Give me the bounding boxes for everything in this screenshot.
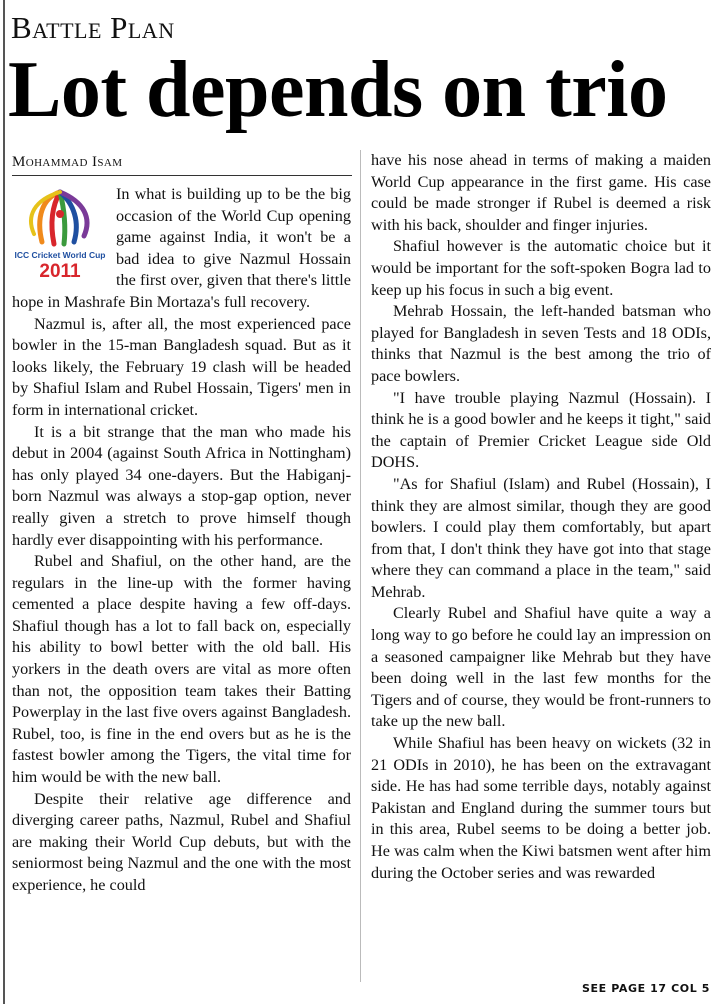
logo-caption: ICC Cricket World Cup <box>14 250 106 260</box>
world-cup-logo <box>12 184 108 284</box>
paragraph: "I have trouble playing Nazmul (Hossain). I think he is a good bowler and he keeps it tight," said the captain of Premier Cricket League side Old DOHS. <box>371 388 711 472</box>
paragraph: Shafiul however is the automatic choice but it would be important for the soft-spoken Bogra lad to keep up his focus in such a big event. <box>371 237 711 299</box>
byline: Mohammad Isam <box>12 154 123 170</box>
paragraph: It is a bit strange that the man who made his debut in 2004 (against South Africa in Nottingham) has only played 34 one-dayers. But the Habiganj-born Nazmul was always a stop-gap option, never really given a stretch to prove himself though hardly ever disappointing with his performance. <box>12 422 351 549</box>
paragraph: Nazmul is, after all, the most experienced pace bowler in the 15-man Bangladesh squad. But as it looks likely, the February 19 clash will be headed by Shafiul Islam and Rubel Hossain, Tigers' men in form in international cricket. <box>12 314 351 419</box>
column-divider <box>360 150 361 982</box>
logo-emblem <box>31 192 87 244</box>
byline-divider <box>12 175 352 176</box>
paragraph: Rubel and Shafiul, on the other hand, are the regulars in the line-up with the former having cemented a place despite having a few off-days. Shafiul though has a lot to fall back on, especially his ability to bowl better with the old ball. His yorkers in the death overs are vital as more often than not, the opposition team takes their Batting Powerplay in the last five overs against Bangladesh. Rubel, too, is fine in the end overs but as he is the fastest bowler among the Tigers, the vital time for him would be with the new ball. <box>12 552 351 787</box>
page-edge-rule <box>3 0 5 1004</box>
logo-year: 2011 <box>39 261 81 280</box>
headline: Lot depends on trio <box>8 46 668 134</box>
continuation-jump: SEE PAGE 17 COL 5 <box>582 982 710 995</box>
paragraph: While Shafiul has been heavy on wickets (32 in 21 ODIs in 2010), he has been on the extravagant side. He has had some terrible days, notably against Pakistan and England during the summer tours but in this area, Rubel seems to be doing a better job. He was calm when the Kiwi batsmen went after him during the October series and was rewarded <box>371 734 711 882</box>
paragraph: Despite their relative age difference and diverging career paths, Nazmul, Rubel and Shafiul are making their World Cup debuts, but with the seniormost being Nazmul and the one with the most experience, he could <box>12 789 351 894</box>
paragraph: "As for Shafiul (Islam) and Rubel (Hossain), I think they are almost similar, though they are good bowlers. I could play them comfortably, but apart from that, I don't think they have got into that stage where they can command a place in the team," said Mehrab. <box>371 474 711 601</box>
section-kicker: Battle Plan <box>11 10 175 45</box>
paragraph: Mehrab Hossain, the left-handed batsman who played for Bangladesh in seven Tests and 18 ODIs, thinks that Nazmul is the best among the trio of pace bowlers. <box>371 302 711 385</box>
paragraph: In what is building up to be the big occasion of the World Cup opening game against India, it won't be a bad idea to give Nazmul Hossain the first over, given that there's little hope in Mashrafe Bin Mortaza's full recovery. <box>12 185 351 311</box>
world-cup-logo-graphic <box>12 184 108 280</box>
paragraph: Clearly Rubel and Shafiul have quite a way a long way to go before he could lay an impression on a seasoned campaigner like Mehrab but they have been doing well in the last few months for the Tigers and of course, they would be front-runners to take up the new ball. <box>371 604 711 731</box>
article-column-1 <box>12 184 351 897</box>
paragraph: have his nose ahead in terms of making a maiden World Cup appearance in the first game. His case could be made stronger if Rubel is deemed a risk with his back, shoulder and finger injuries. <box>371 151 711 234</box>
article-column-2 <box>371 150 711 884</box>
